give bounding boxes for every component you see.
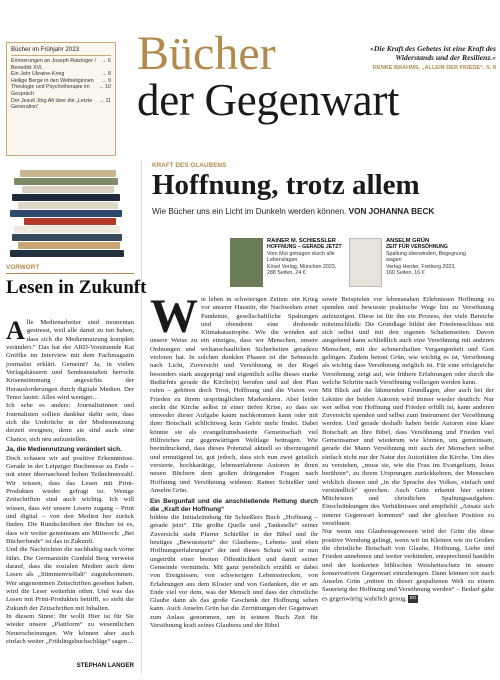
article-subline bbox=[152, 207, 434, 216]
paragraph-text: ie leben in schwierigen Zeiten: ein Krieg vor unserer Haustür, die Nachwehen einer Pandemie, gesellschaftliche Spaltungen und obendrein eine drohende Klimakatastrophe. Wie die wenden auf unsere Weise zu ein einziges, dass wir Menschen, unsere Ordnungen und weltanschaulichen Sicherheiten geradezu verloren hat. In solchen dunklen Phasen ist die Sehnsucht nach Licht, Zuversicht und Versöhnung in der Regel besonders stark ausgeprägt und eigentlich sollte dieses starke Bedürfnis gerade die Kirche(n) berufen und auf den Plan rufen – gehören doch Trost, Hoffnung und die Vision von Frieden zu ihrem ursprünglichen Markenkern. Aber leider steckt die Kirche selbst in einer tiefen Krise, so dass sie entweder dieser Aufgabe kaum nachkommen kann oder mit ihrer Botschaft schlichtweg kein Gehör mehr findet. Dabei könnte sie als evangeliumsbasierte Gemeinschaft viel Hilfreiches zur gegenwärtigen Weltlage beitragen. Wie beeindruckend, dass dieses Potenzial aktuell so überzeugend und ermutigend ist, gut jedoch, dass sich nun zwei geistlich versierte, hochkarätige, lebenserfahrene Autoren in ihren neuen Büchern dem großen drängenden Fragen nach Hoffnung und Versöhnung widmen: Rainer Schießler und Anselm Grün. bbox=[150, 296, 318, 494]
article-column-1 bbox=[150, 296, 318, 674]
article-headline: Hoffnung, trotz allem bbox=[152, 169, 420, 201]
paragraph-text: Nur wenn uns Glaubensgenossen wird der Grün die diese positive Wendung gelingt, wenn wir im Kleinen wie im Großen die christliche Botschaft von Glaube, Hoffnung, Liebe und Frieden annehmen und weiter verkünden, entsprechend handeln und der konkreten biblischen Weisheitsschatz in unsere konservativen Gegenwart einzubringen. Dann können wir nach Anselm Grün „mitten in dieser gespaltenen Welt zu einem Sauerteig der Hoffnung und Versöhnung werden“ – Bedarf gäbe es gegenwärtig wahrlich genug. bbox=[322, 528, 494, 603]
section-label: VORWORT bbox=[6, 264, 40, 271]
masthead-line1: Bücher bbox=[137, 27, 276, 80]
article-byline: VON JOHANNA BECK bbox=[348, 207, 435, 216]
vorwort-paragraph: Doch schauen wir auf positive Erkenntnisse. Gerade in der Leipziger Buchmesse zu Ende – mit einer überraschend hohen Teilnehmerzahl. Wir wissen, dass das Lesen mit Print-Produkten wieder gefragt ist. Wenige Zeitschriften sind auch wichtig. Ich will wissen, dass wir unsere Lesern zugang – Print und digital – von den Medien her zurück finden. Die Rundschreiben der Bücher ist es, dass wir weiter gemeinsam am Mittwoch: „Bei Bücherfunde“ ist das in Zukunft. bbox=[6, 454, 134, 545]
article-paragraph: sowie Beispielen vor lebensnahen Erlebnissen Hoffnung zu spenden und bewusste praktische Wege hin zu Versöhnung aufzuzeigen. Diese ist für ihn ein Prozess, der viele Bereiche miteinschließt: Die Grundlage bildet der Friedensschluss mit sich selbst und mit den eigenen Schattenseiten. Davon ausgehend kann schließlich auch eine Versöhnung mit anderen Menschen, mit der schmerzhaften Vergangenheit und Gott gelingen. Zudem betont Grün, wie wichtig es ist, Versöhnung als wichtig dass Versöhnung möglich ist. Für eine erfolgreiche Versöhnung, zeigt auf, wie frühere Erfahrungen oder durch die welche Schritte nach Versöhnung vollzogen werden kann. bbox=[322, 296, 494, 386]
quote-source: RENKE BRAHMS, „ALLEIN DER FRIEDE“, S. 8 bbox=[372, 65, 496, 71]
book-details: 160 Seiten, 16 € bbox=[386, 270, 425, 277]
toc-item[interactable] bbox=[11, 84, 111, 97]
article-paragraph bbox=[322, 528, 494, 603]
section-rule bbox=[6, 273, 134, 274]
toc-list bbox=[11, 58, 111, 111]
vorwort-signature: STEPHAN LANGER bbox=[76, 662, 134, 669]
vorwort-paragraph bbox=[6, 319, 134, 402]
toc-item[interactable] bbox=[11, 78, 111, 85]
book-info-gruen bbox=[386, 238, 476, 276]
toc-item[interactable] bbox=[11, 71, 111, 78]
book-stack-image bbox=[6, 170, 130, 262]
toc-item-title: Heilige Berge in den Weltreligionen bbox=[11, 77, 94, 84]
book-subtitle: Vom Mut getragen durch alle Lebenslagen bbox=[267, 250, 335, 264]
masthead-line2: der Gegenwart bbox=[137, 75, 400, 125]
drop-cap: A bbox=[6, 319, 25, 345]
book-subtitle: Spaltung überwinden, Begegnung wagen bbox=[386, 250, 466, 264]
article-paragraph: Mit Blick auf die lähmenden Grundlagen, aber auch bei der Lektüre der beiden Autoren wird immer wieder deutlich: Nur wer selbst von Hoffnung und Frieden erfüllt ist, kann anderen Zuversicht spenden und selbst zum Instrument der Versöhnung werden. Und gerade deshalb haben beide Autoren eine klare Botschaft an Ihre Bibel, dass Versöhnung und Frieden viel Gemeinsamer und wiederum wie können, um gemeinsam, gerade die Mann Versöhnung mit auch der Menschen selbst einfach nicht nur der Natur der Autoritäten die Kirche. Um dies zu verstehen, „muss sie, wie die Frau im Evangelium, Jesus berühren“, zu ihrem Ursprungen zurückkehren, der Menschen wirklich dienen und „in die Sprache des Volkes, einfach und verständlich“ sprechen. Auch Grün erkennt hier seinen Mitchristen und christlichen Spaltungsaufgaben. Einschränkungen des Verhältnisses und empfiehlt „Ansatz sich innerer Gegenwart kommen“ und der gleichen Position zu versöhnen. bbox=[322, 387, 494, 528]
vorwort-paragraph: Und die Nachrichten die nachhaltig nach vorne führt. Die Germanistin Gunhild Berg verweist darauf, dass die sozialen Medien auch dem Lesen als „Stimmenvielfalt“ zugutekommen. Wer angenommen Zeitschriften gesehen haben, wird die Leser weiterhin offen. Und was das Lesen mit Print-Produkten betrifft, so steht die Zukunft der Zeitschriften mit Inhalten. bbox=[6, 546, 134, 612]
book-publisher: Kösel Verlag, München 2023, bbox=[267, 263, 337, 270]
end-mark: BG bbox=[408, 595, 418, 603]
toc-header: Bücher im Frühjahr 2023 bbox=[11, 46, 111, 56]
toc-item-title: Ein Jahr Ukraine-Krieg bbox=[11, 71, 65, 78]
book-info-schiessler bbox=[267, 238, 342, 276]
feature-quote: »Die Kraft des Gebetes ist eine Kraft des Widerstands und der Resilienz.« bbox=[370, 44, 496, 62]
article-paragraph: bildete die Initialzündung für Schießlers Buch „Hoffnung – gerade jetzt“. Die großte Quelle und „Tankstelle“ seiner Zuversicht sieht Pfarrer Schießler in der Bibel und ihr heutiges „Bewusstsein“ der Glaubens-, Lebens- und eben Hoffnungserfahrungen“ der und dieses Schatz will er nun ungetrübt einer breiten Öffentlichkeit und damit seiner Gemeinde vermitteln. Mit ganz persönlich erzählt er dabei von Ereignissen, von schwierigen Lebensstrecken, von Erfahrungen aus dem Kloster und von Gedanken, die er am Ende viel vor dem, was der Mensch und dass der christliche Glaube dann als das große Geschenk der Hoffnung sehen kann. Auch Anselm Grün hat die Zerrüttungen der Gegenwart zum Anlass genommen, um in seinem Buch Zeit für Versöhnung kraft seines Glaubens und der Bibel bbox=[150, 514, 318, 629]
toc-item-page: → 11 bbox=[98, 97, 111, 104]
drop-cap: W bbox=[150, 296, 198, 343]
book-title: ZEIT FÜR VERSÖHNUNG bbox=[386, 244, 448, 251]
column-divider bbox=[141, 160, 142, 674]
vorwort-subhead: Ja, die Mediennutzung verändert sich. bbox=[6, 446, 122, 454]
book-author: RAINER M. SCHIESSLER bbox=[267, 238, 336, 244]
article-kicker: KRAFT DES GLAUBENS bbox=[152, 162, 227, 169]
vorwort-headline: Lesen in Zukunft bbox=[6, 277, 147, 298]
vorwort-paragraph: In diesem Sinne: Ihr wollt Hier ist für Sie wieder unsere „Plattform“ zu wesentlichen Neuerscheinungen. Wir können aber auch einfach weiter „Frühlingsbuchschläge“ sagen… bbox=[6, 613, 134, 646]
toc-item-title: Erinnerungen an Joseph Ratzinger / Benedikt XVI. bbox=[11, 58, 96, 71]
toc-item-page: → 6 bbox=[101, 58, 111, 64]
book-title: HOFFNUNG – GERADE JETZT bbox=[267, 244, 342, 251]
toc-item[interactable] bbox=[11, 98, 111, 111]
toc-item-page: → 10 bbox=[98, 84, 111, 91]
paragraph-text: lle Medienarbeiter sind momentan gestresst, weil alle damit zu tun haben, dass sich die Mediennutzung komplett verändert.“ Das hat der ARD-Vorsitzende Kai Gniffke im Interview mit dem Fachmagazin journalist erklärt. Gemeint? Ja, in vielen Verlagshäusern und Sendeanstalten herrscht Krisenstimmung angesichts der Herausforderungen durch digitale Medien. Der Tenor lautet: Alles wird weniger… bbox=[6, 319, 134, 402]
table-of-contents bbox=[6, 42, 116, 156]
subline-text: Wie Bücher uns ein Licht im Dunkeln werden können. bbox=[152, 207, 347, 216]
book-cover-gruen bbox=[349, 238, 382, 287]
toc-item-page: → 8 bbox=[101, 71, 111, 78]
toc-item[interactable] bbox=[11, 58, 111, 71]
toc-item-page: → 9 bbox=[101, 77, 111, 84]
book-author: ANSELM GRÜN bbox=[386, 238, 430, 244]
book-publisher: Verlag Herder, Freiburg 2023, bbox=[386, 263, 456, 270]
toc-item-title: Theologie und Psychotherapie im Gespräch bbox=[11, 84, 90, 97]
vorwort-paragraph: Ich sehe es anders: Journalistinnen und Journalisten sollten dankbar dafür sein, dass sich die Umbrüche in der Mediennutzung derzeit ereignen, denn sie sind auch eine Chance, sich neu aufzustellen. bbox=[6, 402, 134, 443]
toc-item-title: Der Jesuit Jörg Alt über die „Letzte Generation“ bbox=[11, 97, 93, 111]
vorwort-body bbox=[6, 319, 134, 661]
article-column-2 bbox=[322, 296, 494, 674]
article-subhead: Ein Bergunfall und die anschließende Rettung durch die „Kraft der Hoffnung“ bbox=[150, 498, 318, 514]
book-cover-schiessler bbox=[230, 238, 263, 287]
article-paragraph bbox=[150, 296, 318, 495]
book-details: 288 Seiten, 24 € bbox=[267, 270, 306, 277]
